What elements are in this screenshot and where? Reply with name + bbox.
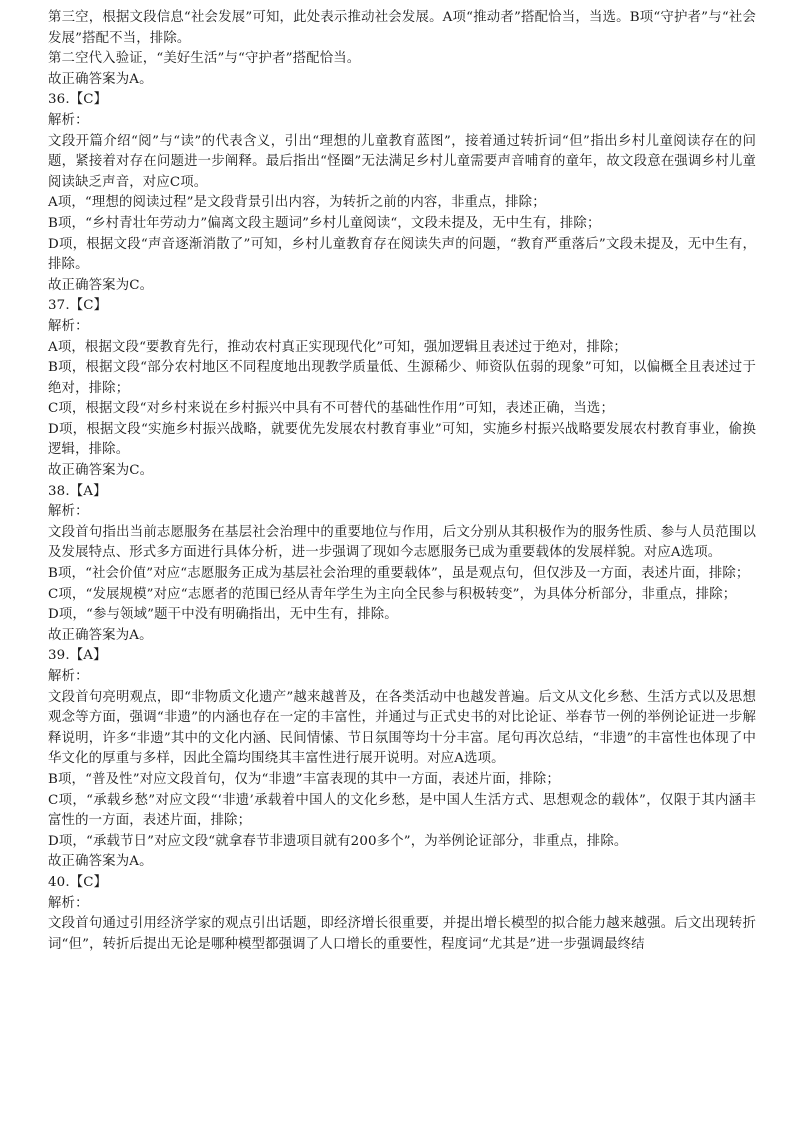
answer-line: 故正确答案为C。 (48, 463, 154, 479)
answer-line: 故正确答案为A。 (48, 71, 153, 87)
paragraph: 文段首句指出当前志愿服务在基层社会治理中的重要地位与作用，后文分别从其积极作为的服务性质、参与人员范围以及发展特点、形式多方面进行具体分析，进一步强调了现如今志愿服务已成为重要载体的发展样貌。对应A选项。 (48, 524, 756, 561)
option-b-explanation: B项，“社会价值”对应“志愿服务正成为基层社会治理的重要载体”，虽是观点句，但仅涉及一方面，表述片面，排除； (48, 566, 750, 582)
paragraph: 文段开篇介绍“阅”与“读”的代表含义，引出“理想的儿童教育蓝图”，接着通过转折词“但”指出乡村儿童阅读存在的问题，紧接着对存在问题进一步阐释。最后指出“怪圈”无法满足乡村儿童需要声音哺育的童年，故文段意在强调乡村儿童阅读缺乏声音，对应C项。 (48, 133, 756, 190)
option-d-explanation: D项，“承载节日”对应文段“就拿春节非遗项目就有200多个”，为举例论证部分，非重点，排除。 (48, 833, 628, 849)
option-c-explanation: C项，“发展规模”对应“志愿者的范围已经从青年学生为主向全民参与积极转变”，为具体分析部分，非重点，排除； (48, 586, 737, 602)
option-b-explanation: B项，“乡村青壮年劳动力”偏离文段主题词”乡村儿童阅读“，文段未提及，无中生有，排除； (48, 215, 601, 231)
paragraph: 文段首句亮明观点，即“非物质文化遗产”越来越普及，在各类活动中也越发普遍。后文从文化乡愁、生活方式以及思想观念等方面，强调“非遗”的内涵也存在一定的丰富性，并通过与正式史书的对比论证、举春节一例的举例论证进一步解释说明，许多“非遗”其中的文化内涵、民间情愫、节日氛围等均十分丰富。尾句再次总结，“非遗”的丰富性也体现了中华文化的厚重与多样，因此全篇均围绕其丰富性进行展开说明。对应A选项。 (48, 689, 756, 767)
option-b-explanation: B项，“普及性”对应文段首句，仅为“非遗”丰富表现的其中一方面，表述片面，排除； (48, 771, 560, 787)
analysis-label: 解析： (48, 318, 89, 334)
question-number-39: 39.【A】 (48, 648, 107, 664)
question-number-38: 38.【A】 (48, 483, 107, 499)
paragraph: 文段首句通过引用经济学家的观点引出话题，即经济增长很重要，并提出增长模型的拟合能力越来越强。后文出现转折词“但”，转折后提出无论是哪种模型都强调了人口增长的重要性，程度词“尤其是”进一步强调最终结 (48, 916, 756, 952)
option-d-explanation: D项，“参与领域”题干中没有明确指出，无中生有，排除。 (48, 607, 398, 623)
option-a-explanation: A项，根据文段“要教育先行，推动农村真正实现现代化”可知，强加逻辑且表述过于绝对，排除； (48, 339, 627, 355)
option-a-explanation: A项，“理想的阅读过程”是文段背景引出内容，为转折之前的内容，非重点，排除； (48, 195, 546, 211)
analysis-label: 解析： (48, 504, 89, 520)
question-number-40: 40.【C】 (48, 874, 108, 890)
analysis-label: 解析： (48, 669, 89, 684)
analysis-label: 解析： (48, 112, 89, 128)
option-b-explanation: B项，根据文段“部分农村地区不同程度地出现教学质量低、生源稀少、师资队伍弱的现象”可知，以偏概全且表述过于绝对，排除； (48, 360, 756, 396)
option-c-explanation: C项，“承载乡愁”对应文段“‘非遗’承载着中国人的文化乡愁，是中国人生活方式、思想观念的载体”，仅限于其内涵丰富性的一方面，表述片面，排除； (48, 792, 756, 829)
answer-line: 故正确答案为A。 (48, 854, 153, 870)
paragraph: 第二空代入验证，“美好生活”与“守护者”搭配恰当。 (48, 51, 361, 67)
option-d-explanation: D项，根据文段“声音逐渐消散了”可知，乡村儿童教育存在阅读失声的问题，“教育严重落后”文段未提及，无中生有，排除。 (48, 236, 756, 273)
answer-line: 故正确答案为C。 (48, 277, 154, 293)
option-d-explanation: D项，根据文段“实施乡村振兴战略，就要优先发展农村教育事业”可知，实施乡村振兴战略要发展农村教育事业，偷换逻辑，排除。 (48, 421, 756, 458)
question-number-37: 37.【C】 (48, 298, 108, 314)
paragraph: 第三空，根据文段信息“社会发展”可知，此处表示推动社会发展。A项“推动者”搭配恰当，当选。B项“守护者”与“社会发展”搭配不当，排除。 (48, 10, 756, 46)
analysis-label: 解析： (48, 895, 89, 911)
question-number-36: 36.【C】 (48, 92, 108, 108)
answer-line: 故正确答案为A。 (48, 627, 153, 643)
option-c-explanation: C项，根据文段“对乡村来说在乡村振兴中具有不可替代的基础性作用”可知，表述正确，当选； (48, 401, 615, 417)
